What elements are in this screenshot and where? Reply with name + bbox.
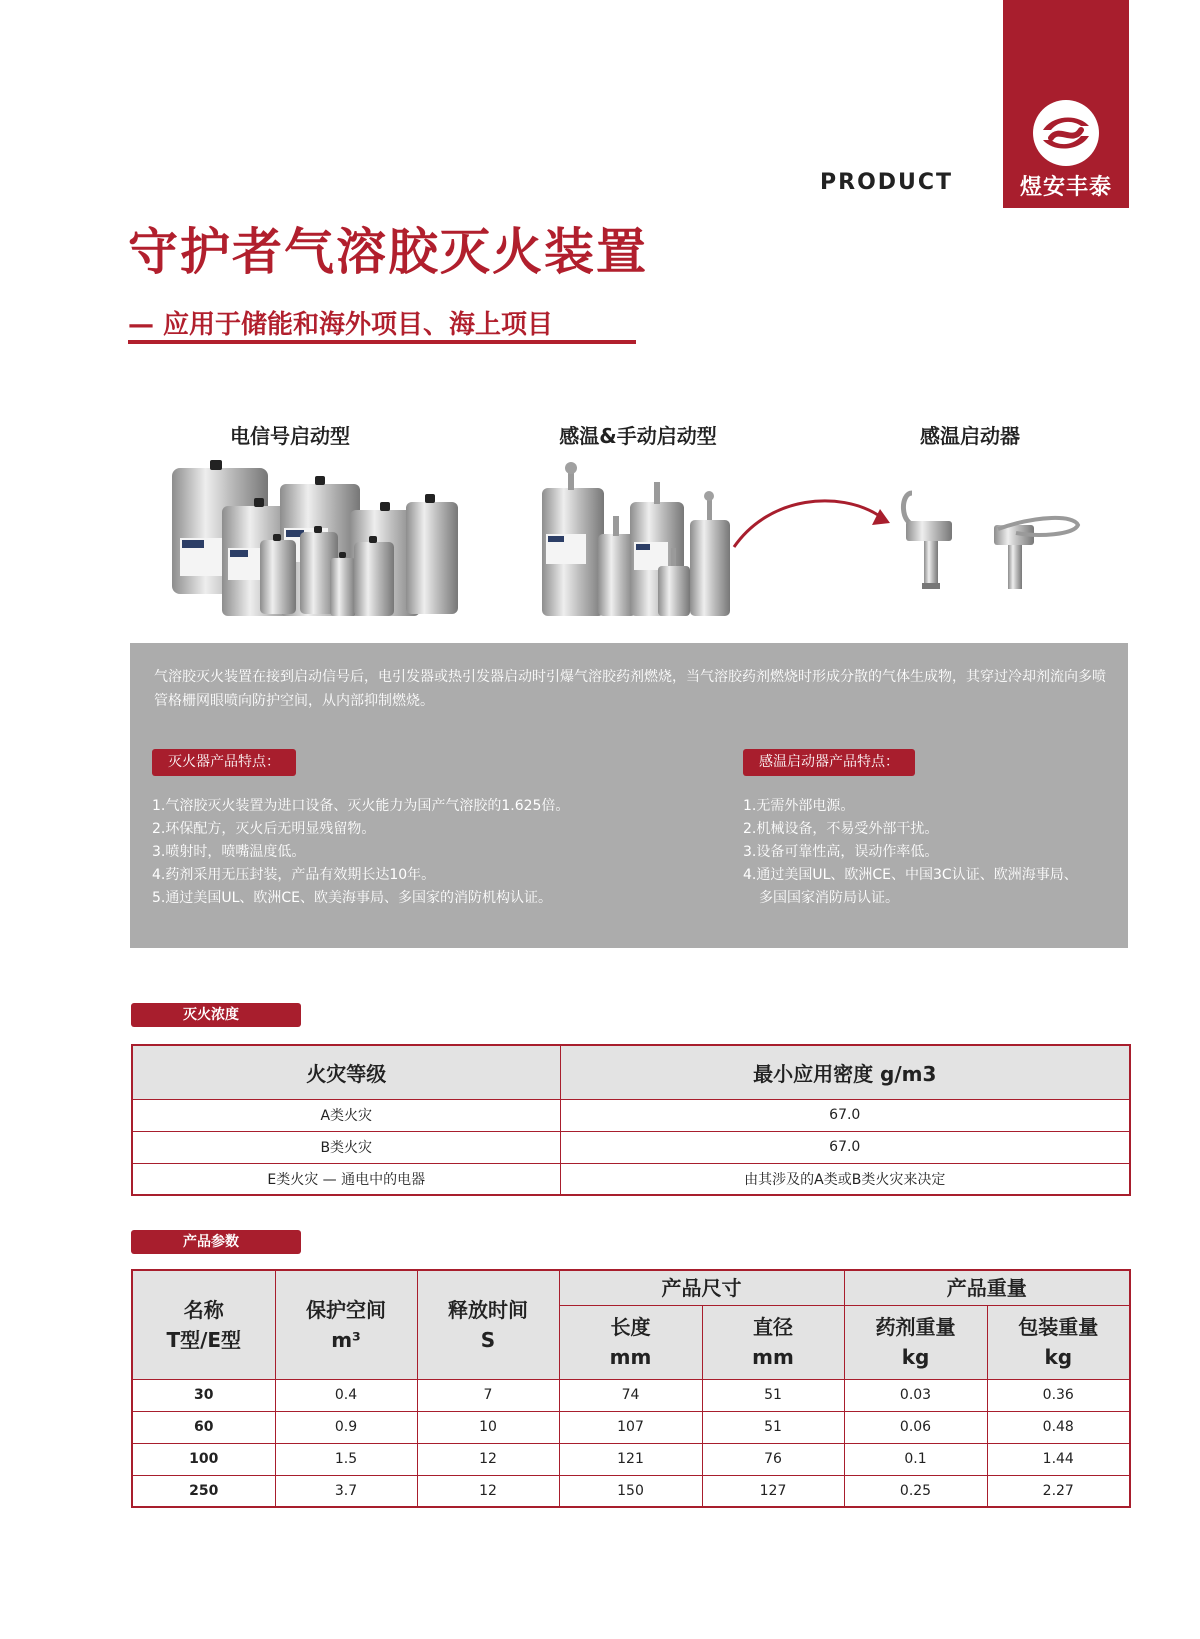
- table-cell: 51: [702, 1411, 844, 1443]
- thermal-starter-image: [898, 485, 1088, 605]
- table-row: [132, 1099, 1130, 1131]
- brand-logo-icon: [1029, 96, 1103, 170]
- table-cell: 100: [132, 1443, 275, 1475]
- brand-box: [1003, 0, 1129, 208]
- table-cell: 107: [559, 1411, 702, 1443]
- params-table: [131, 1269, 1131, 1508]
- category-label-thermal-starter: 感温启动器: [920, 424, 1020, 448]
- table-cell: A类火灾: [132, 1099, 560, 1131]
- table-cell: 10: [417, 1411, 559, 1443]
- table-cell: 60: [132, 1411, 275, 1443]
- header-space-unit: m³: [331, 1327, 361, 1352]
- starter-features-list: [743, 795, 1113, 910]
- table-cell: 12: [417, 1443, 559, 1475]
- table-cell: 250: [132, 1475, 275, 1507]
- list-item: 多国国家消防局认证。: [759, 890, 899, 906]
- page-title: 守护者气溶胶灭火装置: [128, 223, 648, 281]
- header-time-unit: S: [480, 1327, 496, 1352]
- header-pack-weight: [987, 1305, 1130, 1379]
- header-diameter-unit: mm: [752, 1345, 794, 1369]
- header-diameter: [702, 1305, 844, 1379]
- table-cell: 0.03: [844, 1379, 987, 1411]
- header-agent-label: 药剂重量: [875, 1315, 956, 1339]
- table-cell: 150: [559, 1475, 702, 1507]
- info-panel: [130, 643, 1128, 948]
- table-cell: 3.7: [275, 1475, 417, 1507]
- extinguisher-features-tag: 灭火器产品特点：: [152, 749, 296, 776]
- table-row: [132, 1163, 1130, 1195]
- product-label: PRODUCT: [820, 170, 954, 195]
- header-name-label: 名称: [183, 1297, 224, 1322]
- brand-name: 煜安丰泰: [1019, 175, 1112, 200]
- header-length: [559, 1305, 702, 1379]
- page-subtitle: — 应用于储能和海外项目、海上项目: [128, 310, 554, 340]
- concentration-table: [131, 1044, 1131, 1196]
- arrow-right-icon: [730, 485, 895, 560]
- table-cell: 1.44: [987, 1443, 1130, 1475]
- header-fire-class: 火灾等级: [132, 1045, 560, 1099]
- table-cell: E类火灾 — 通电中的电器: [132, 1163, 560, 1195]
- header-time: [417, 1270, 559, 1379]
- table-cell: 2.27: [987, 1475, 1130, 1507]
- header-time-label: 释放时间: [448, 1297, 528, 1322]
- table-row: [132, 1379, 1130, 1411]
- table-cell: 0.48: [987, 1411, 1130, 1443]
- params-tag: 产品参数: [131, 1230, 301, 1254]
- table-cell: 1.5: [275, 1443, 417, 1475]
- table-cell: 7: [417, 1379, 559, 1411]
- table-cell: 30: [132, 1379, 275, 1411]
- header-pack-unit: kg: [1044, 1345, 1073, 1369]
- concentration-tag: 灭火浓度: [131, 1003, 301, 1027]
- list-item: 2.环保配方，灭火后无明显残留物。: [152, 821, 376, 837]
- header-diameter-label: 直径: [753, 1315, 793, 1339]
- table-cell: 12: [417, 1475, 559, 1507]
- header-size: 产品尺寸: [559, 1270, 844, 1305]
- header-pack-label: 包装重量: [1018, 1315, 1099, 1339]
- header-agent-weight: [844, 1305, 987, 1379]
- header-length-label: 长度: [610, 1315, 651, 1339]
- header-agent-unit: kg: [901, 1345, 930, 1369]
- table-row: [132, 1131, 1130, 1163]
- header-name: [132, 1270, 275, 1379]
- table-header-row: [132, 1270, 1130, 1305]
- header-name-sub: T型/E型: [166, 1327, 242, 1352]
- table-cell: 51: [702, 1379, 844, 1411]
- header-min-density: 最小应用密度 g/m3: [560, 1045, 1130, 1099]
- table-row: [132, 1475, 1130, 1507]
- table-cell: 76: [702, 1443, 844, 1475]
- subtitle-underline: [128, 340, 636, 344]
- table-cell: 121: [559, 1443, 702, 1475]
- category-label-electric: 电信号启动型: [230, 424, 350, 448]
- header-weight: 产品重量: [844, 1270, 1130, 1305]
- table-cell: B类火灾: [132, 1131, 560, 1163]
- list-item: 3.设备可靠性高，误动作率低。: [743, 844, 939, 860]
- table-row: [132, 1411, 1130, 1443]
- thermal-manual-canisters-image: [540, 458, 740, 626]
- list-item: 1.无需外部电源。: [743, 798, 855, 814]
- table-cell: 0.4: [275, 1379, 417, 1411]
- table-row: [132, 1443, 1130, 1475]
- table-cell: 0.25: [844, 1475, 987, 1507]
- list-item: 2.机械设备，不易受外部干扰。: [743, 821, 939, 837]
- table-cell: 74: [559, 1379, 702, 1411]
- category-label-thermal-manual: 感温&手动启动型: [559, 424, 717, 448]
- list-item: 4.药剂采用无压封装，产品有效期长达10年。: [152, 867, 436, 883]
- list-item: 4.通过美国UL、欧洲CE、中国3C认证、欧洲海事局、: [743, 867, 1078, 883]
- extinguisher-features-list: [152, 795, 712, 910]
- table-cell: 0.1: [844, 1443, 987, 1475]
- table-cell: 127: [702, 1475, 844, 1507]
- table-cell: 0.36: [987, 1379, 1130, 1411]
- table-cell: 67.0: [560, 1131, 1130, 1163]
- electric-start-canisters-image: [170, 458, 460, 626]
- table-cell: 67.0: [560, 1099, 1130, 1131]
- list-item: 5.通过美国UL、欧洲CE、欧美海事局、多国家的消防机构认证。: [152, 890, 553, 906]
- table-cell: 0.06: [844, 1411, 987, 1443]
- header-space-label: 保护空间: [306, 1297, 386, 1322]
- header-space: [275, 1270, 417, 1379]
- list-item: 3.喷射时，喷嘴温度低。: [152, 844, 306, 860]
- table-header-row: [132, 1045, 1130, 1099]
- table-cell: 0.9: [275, 1411, 417, 1443]
- list-item: 1.气溶胶灭火装置为进口设备、灭火能力为国产气溶胶的1.625倍。: [152, 798, 570, 814]
- intro-text: 气溶胶灭火装置在接到启动信号后，电引发器或热引发器启动时引爆气溶胶药剂燃烧，当气溶胶药剂燃烧时形成分散的气体生成物，其穿过冷却剂流向多喷管格栅网眼喷向防护空间，从内部抑制燃烧。: [154, 669, 1106, 709]
- header-length-unit: mm: [609, 1345, 652, 1369]
- starter-features-tag: 感温启动器产品特点：: [743, 749, 915, 776]
- table-cell: 由其涉及的A类或B类火灾来决定: [560, 1163, 1130, 1195]
